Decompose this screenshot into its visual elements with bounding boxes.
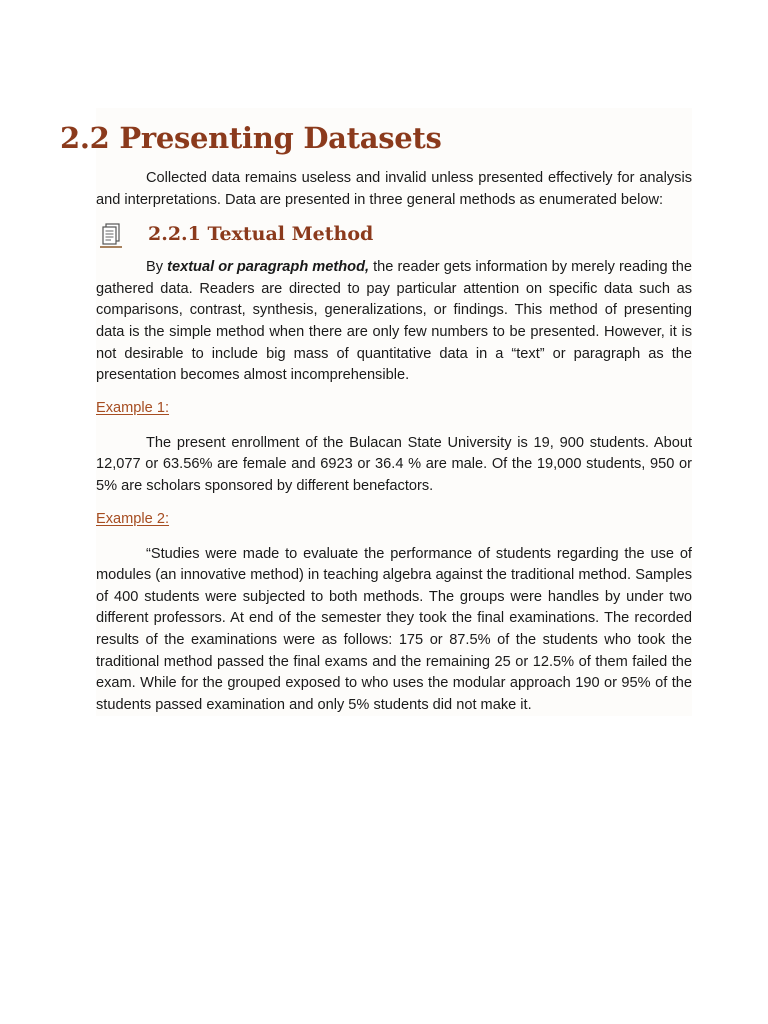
textual-method-paragraph xyxy=(96,257,692,387)
subsection-title: 2.2.1 Textual Method xyxy=(148,223,374,246)
emphasized-term: textual or paragraph method, xyxy=(167,259,370,276)
example-2-label: Example 2: xyxy=(96,510,170,527)
document-icon xyxy=(100,223,122,249)
intro-paragraph: Collected data remains useless and invalid unless presented effectively for analysis and interpretations. Data are presented in three general methods as enumerated below: xyxy=(96,170,692,208)
subsection-heading xyxy=(96,217,692,257)
example-1-label: Example 1: xyxy=(96,399,170,416)
section-title: 2.2 Presenting Datasets xyxy=(60,121,442,155)
document-content xyxy=(60,108,693,716)
paragraph-lead: By xyxy=(146,259,168,276)
example-2-text: “Studies were made to evaluate the performance of students regarding the use of modules (an innovative method) in teaching algebra against the traditional method. Samples of 400 students were subjected to both methods. The groups were handles by under two different professors. At end of the semester they took the final examinations. The recorded results of the examinations were as follows: 175 or 87.5% of the students who took the traditional method passed the final exams and the remaining 25 or 12.5% of them failed the exam. While for the grouped exposed to who uses the modular approach 190 or 95% of the students passed examination and only 5% students did not make it. xyxy=(96,545,692,713)
example-1-text: The present enrollment of the Bulacan State University is 19, 900 students. About 12,077 or 63.56% are female and 6923 or 36.4 % are male. Of the 19,000 students, 950 or 5% are scholars sponsored by different benefactors. xyxy=(96,434,692,494)
paragraph-rest: the reader gets information by merely reading the gathered data. Readers are directed to pay particular attention on specific data such as comparisons, contrast, synthesis, generalizations, or findings. This method of presenting data is the simple method when there are only few numbers to be presented. However, it is not desirable to include big mass of quantitative data in a “text” or paragraph as the presentation becomes almost incomprehensible. xyxy=(96,259,693,384)
